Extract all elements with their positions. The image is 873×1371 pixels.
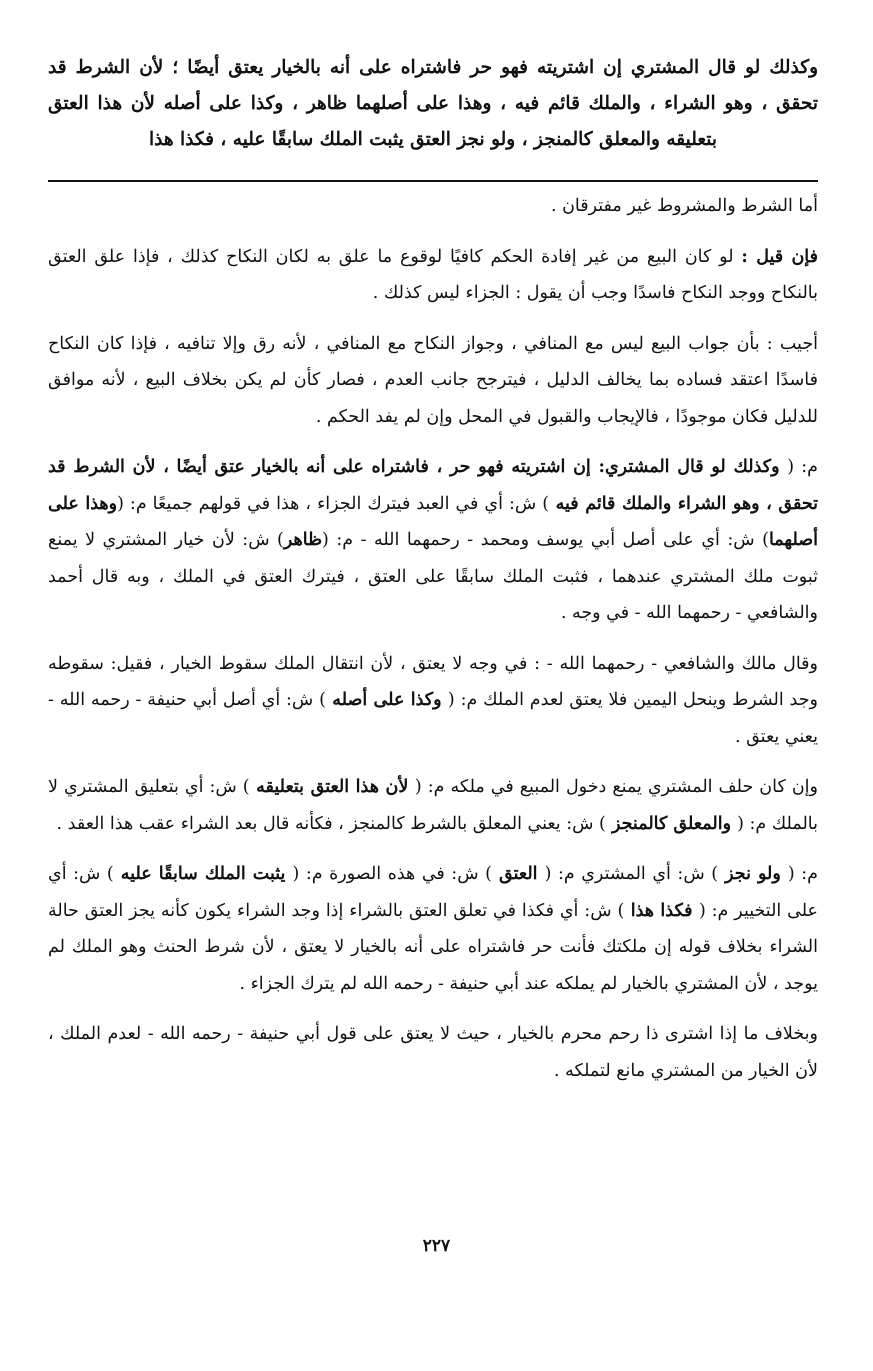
- commentary-text: ) ش: أي فكذا في تعلق العتق بالشراء إذا وجد الشراء يكون كأنه يجز العتق حالة الشراء بخلاف قوله إن ملكتك فأنت حر فاشتراه على أنه بالخيار لا يعتق ، لأن شرط الحنث وهو الملك لم يوجد ، لأن المشتري بالخيار لم يملكه عند أبي حنيفة - رحمه الله لم يترك الجزاء .: [48, 900, 818, 994]
- commentary-text: ) ش: أي المشتري م: (: [544, 864, 719, 884]
- matn-text: وكذلك لو قال المشتري إن اشتريته فهو حر فاشتراه على أنه بالخيار يعتق أيضًا ؛ لأن الشرط قد تحقق ، وهو الشراء ، والملك قائم فيه ، وهذا على أصلهما ظاهر ، وكذا على أصله لأن هذا العتق بتعليقه والمعلق كالمنجز ، ولو نجز العتق يثبت الملك سابقًا عليه ، فكذا هذا: [48, 57, 818, 150]
- matn-quote: وكذا على أصله: [325, 690, 448, 710]
- matn-quote: والمعلق كالمنجز: [605, 813, 738, 834]
- commentary-text: ) ش: أي بتعليق المشتري لا بالملك م: (: [48, 777, 818, 834]
- matn-quote: فكذا هذا: [624, 900, 699, 921]
- matn-quote: العتق: [491, 864, 545, 884]
- objection-text: لو كان البيع من غير إفادة الحكم كافيًا لوقوع ما علق به لكان النكاح كذلك ، فإذا علق العتق بالنكاح ووجد النكاح فاسدًا وجب أن يقول : الجزاء ليس كذلك .: [48, 246, 818, 303]
- paragraph-4: [48, 449, 818, 632]
- paragraph-6: [48, 769, 818, 842]
- commentary-text: ) ش: أي أصل أبي حنيفة - رحمه الله - يعني يعتق .: [48, 690, 818, 747]
- page-number: ٢٢٧: [422, 1236, 451, 1256]
- objection-lead: فإن قيل :: [741, 246, 819, 267]
- paragraph-1: أما الشرط والمشروط غير مفترقان .: [550, 196, 818, 216]
- commentary-text: وقال مالك والشافعي - رحمهما الله - : في وجه لا يعتق ، لأن انتقال الملك سقوط الخيار ، فقيل: سقوطه وجد الشرط وينحل اليمين فلا يعتق لعدم الملك م: (: [48, 653, 818, 710]
- paragraph-2: [48, 239, 818, 312]
- marker: م: (: [787, 457, 818, 477]
- commentary-text: ) ش: أي على التخيير م: (: [48, 864, 818, 921]
- matn-quote: لأن هذا العتق بتعليقه: [249, 777, 415, 797]
- book-page: [48, 50, 818, 1371]
- commentary-text: ) ش: أي في العبد فيترك الجزاء ، هذا في قولهم جميعًا م: (: [117, 493, 550, 514]
- commentary-text: ) ش: لأن خيار المشتري لا يمنع ثبوت ملك المشتري عندهما ، فثبت الملك سابقًا على العتق ، فيترك العتق في الملك ، وبه قال أحمد والشافعي - رحمهما الله - في وجه .: [48, 530, 818, 623]
- matn-quote: وكذلك لو قال المشتري: إن اشتريته فهو حر ، فاشتراه على أنه بالخيار عتق أيضًا ، لأن الشرط قد تحقق ، وهو الشراء والملك قائم فيه: [48, 457, 818, 514]
- sharh-commentary: [48, 188, 818, 1089]
- paragraph-8: وبخلاف ما إذا اشترى ذا رحم محرم بالخيار ، حيث لا يعتق على قول أبي حنيفة - رحمه الله - لعدم الملك ، لأن الخيار من المشتري مانع لتملكه .: [48, 1024, 818, 1081]
- paragraph-5: [48, 646, 818, 756]
- matn-quote: يثبت الملك سابقًا عليه: [113, 864, 293, 884]
- matn-quote: ظاهر: [283, 530, 323, 550]
- commentary-text: ) ش: يعني المعلق بالشرط كالمنجز ، فكأنه قال بعد الشراء عقب هذا العقد .: [56, 813, 606, 834]
- matn-divider: [48, 180, 818, 182]
- matn-quote: وهذا على أصلهما: [48, 493, 818, 550]
- commentary-text: وإن كان حلف المشتري يمنع دخول المبيع في ملكه م: (: [414, 777, 818, 797]
- commentary-text: ) ش: في هذه الصورة م: (: [292, 864, 492, 884]
- marker: م: (: [787, 864, 819, 884]
- matn-quote: ولو نجز: [718, 864, 788, 884]
- paragraph-3: أجيب : بأن جواب البيع ليس مع المنافي ، وجواز النكاح مع المنافي ، لأنه رق وإلا تنافيه ، فإذا كان النكاح فاسدًا اعتقد فساده بما يخالف الدليل ، فيترجح جانب العدم ، فصار كأن لم يكن بخلاف البيع ، لأنه موافق للدليل فكان موجودًا ، فالإيجاب والقبول في المحل وإن لم يفد الحكم .: [48, 333, 818, 427]
- paragraph-7: [48, 856, 818, 1002]
- commentary-text: ) ش: أي على أصل أبي يوسف ومحمد - رحمهما الله - م: (: [322, 530, 769, 550]
